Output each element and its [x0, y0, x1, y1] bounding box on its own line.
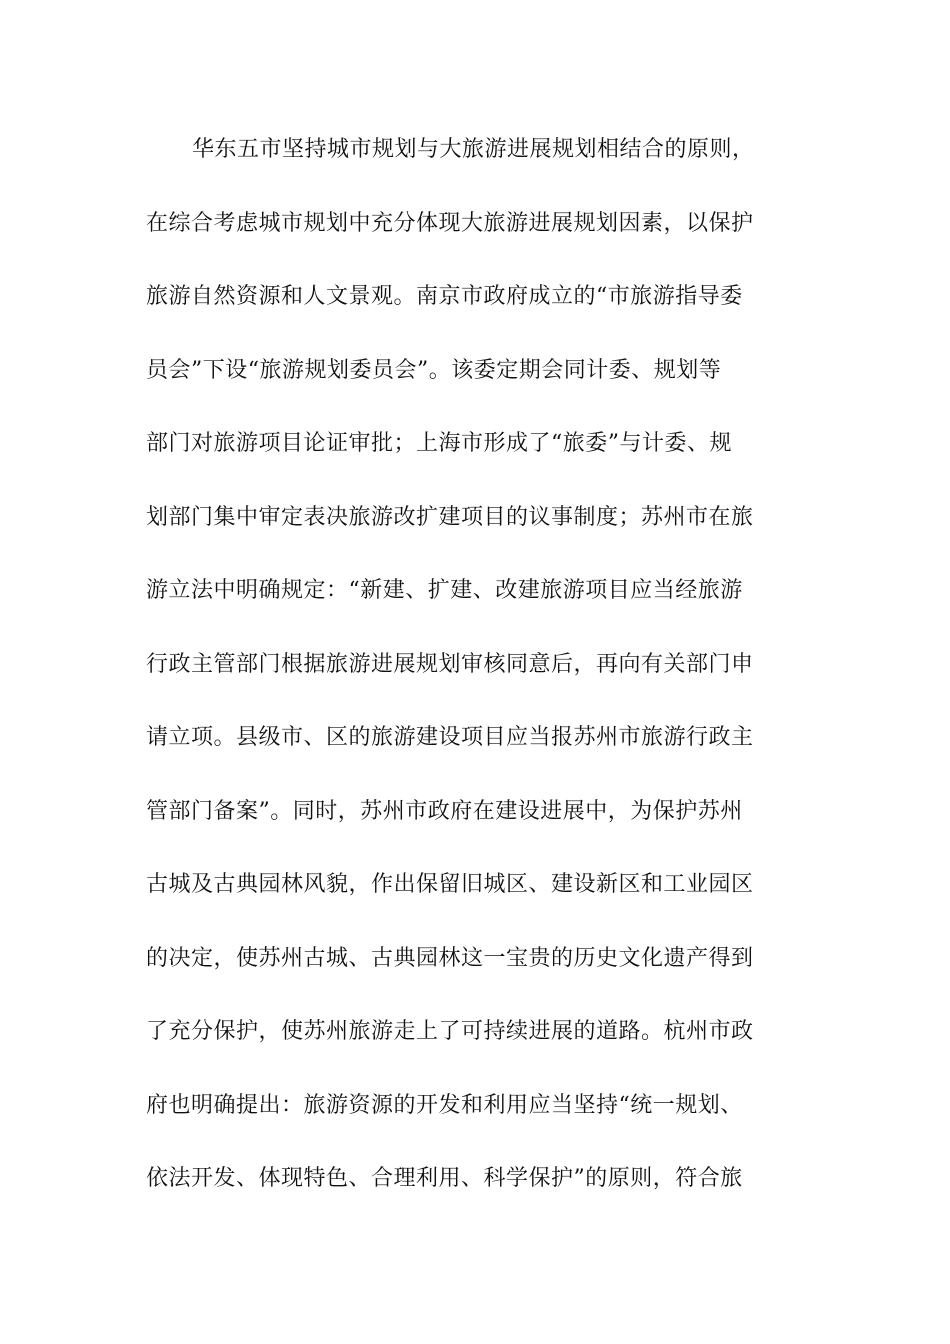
text-line: 请立项。县级市、区的旅游建设项目应当报苏州市旅游行政主	[146, 725, 754, 750]
text-line: 了充分保护，使苏州旅游走上了可持续进展的道路。杭州市政	[146, 1019, 754, 1044]
text-line: 行政主管部门根据旅游进展规划审核同意后，再向有关部门申	[146, 652, 754, 677]
text-line: 划部门集中审定表决旅游改扩建项目的议事制度；苏州市在旅	[146, 505, 754, 530]
text-line: 管部门备案”。同时，苏州市政府在建设进展中，为保护苏州	[146, 799, 743, 824]
text-line: 的决定，使苏州古城、古典园林这一宝贵的历史文化遗产得到	[146, 946, 754, 971]
text-line: 旅游自然资源和人文景观。南京市政府成立的“市旅游指导委	[146, 284, 743, 309]
text-line: 华东五市坚持城市规划与大旅游进展规划相结合的原则，	[192, 137, 755, 162]
text-line: 在综合考虑城市规划中充分体现大旅游进展规划因素，以保护	[146, 211, 754, 236]
text-line: 依法开发、体现特色、合理利用、科学保护”的原则，符合旅	[146, 1166, 743, 1191]
text-line: 员会”下设“旅游规划委员会”。该委定期会同计委、规划等	[146, 358, 722, 383]
text-line: 古城及古典园林风貌，作出保留旧城区、建设新区和工业园区	[146, 872, 754, 897]
text-line: 游立法中明确规定：“新建、扩建、改建旅游项目应当经旅游	[146, 578, 743, 603]
text-line: 部门对旅游项目论证审批；上海市形成了“旅委”与计委、规	[146, 431, 732, 456]
text-line: 府也明确提出：旅游资源的开发和利用应当坚持“统一规划、	[146, 1093, 743, 1118]
